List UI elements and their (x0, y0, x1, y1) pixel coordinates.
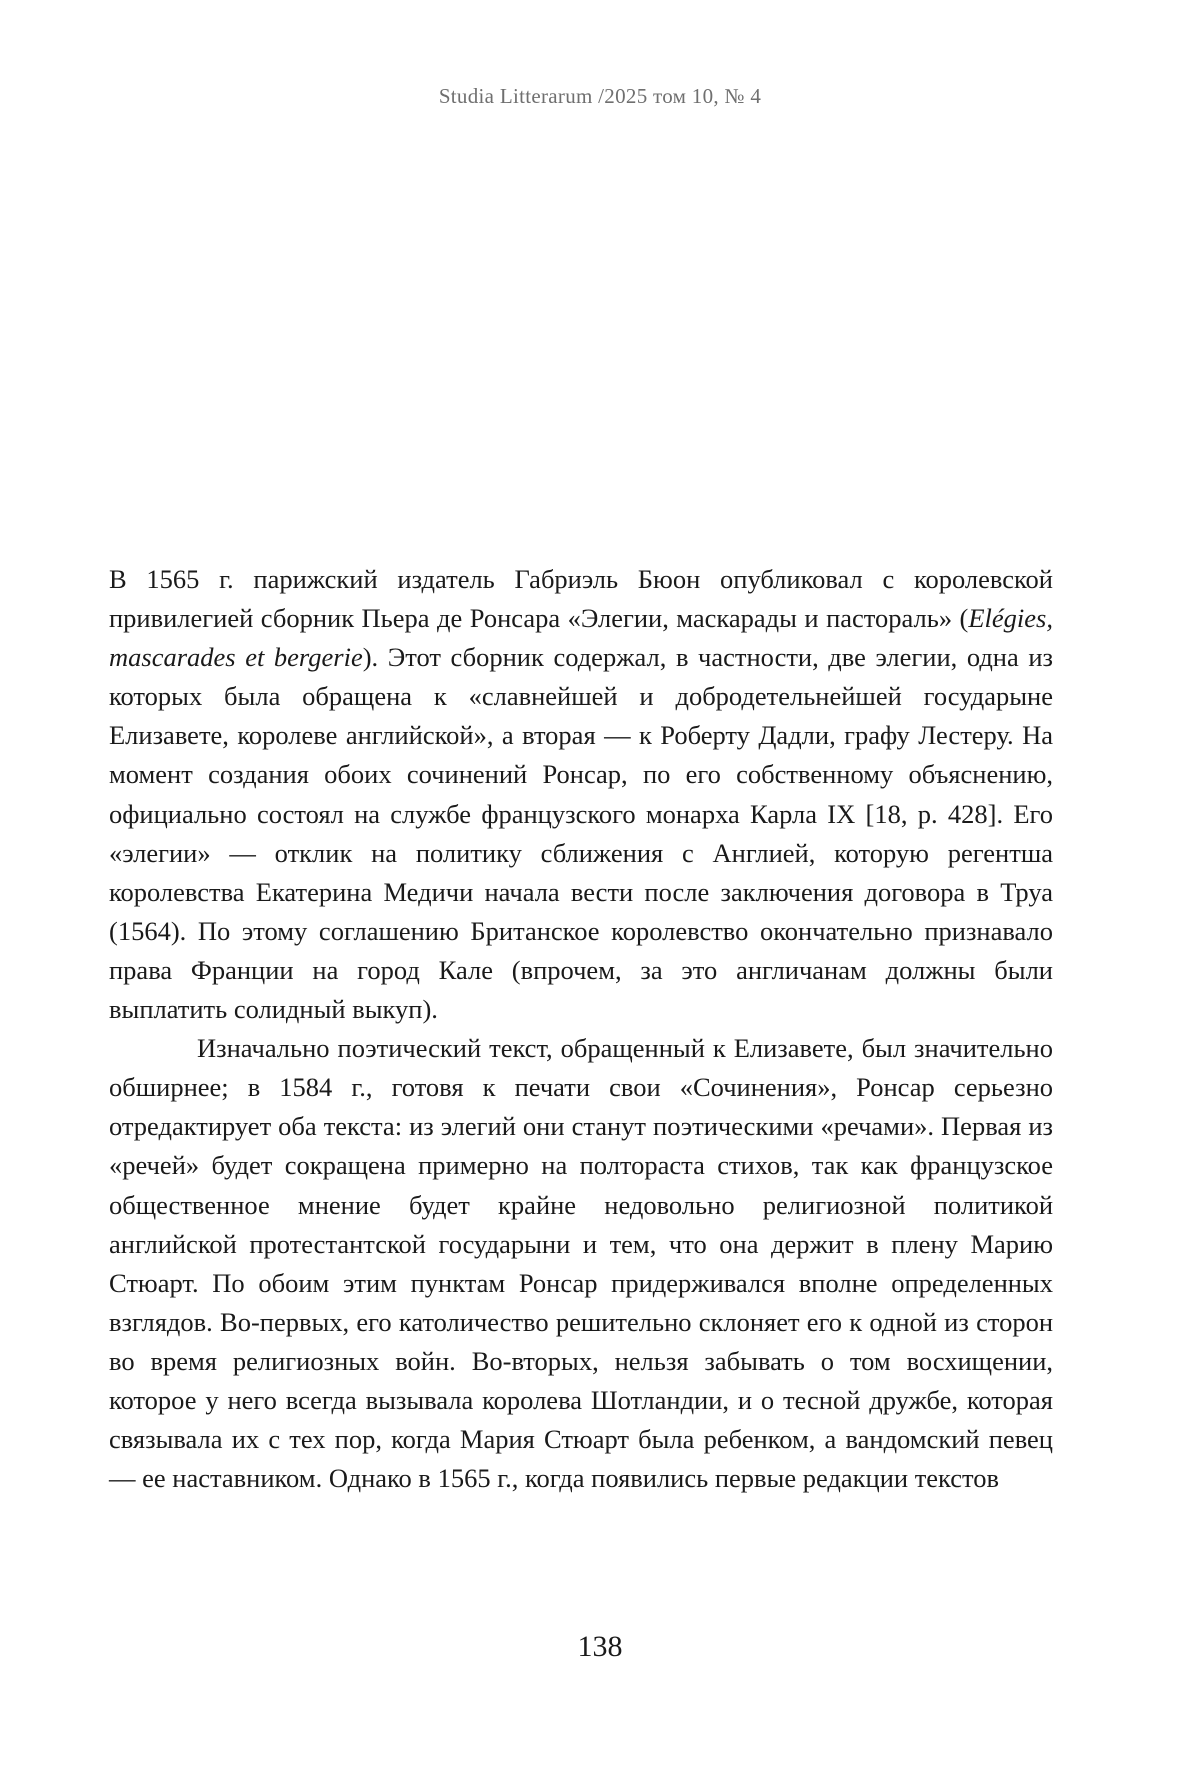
paragraph-1 (109, 560, 1053, 1029)
page-number: 138 (577, 1630, 623, 1663)
article-body (109, 560, 1053, 1498)
running-header: Studia Litterarum /2025 том 10, № 4 (438, 84, 762, 108)
french-title-italic: Elégies, mascarades et bergerie (109, 603, 1053, 673)
paragraph-2: Изначально поэтический текст, обращенный к Елизавете, был значительно обширнее; в 1584 г., готовя к печати свои «Сочинения», Ронсар серьезно отредактирует оба текста: из элегий они станут поэтическими «речами». Первая из «речей» будет сокращена примерно на полтораста стихов, так как французское общественное мнение будет крайне недовольно религиозной политикой английской протестантской государыни и тем, что она держит в плену Марию Стюарт. По обоим этим пунктам Ронсар придерживался вполне определенных взглядов. Во-первых, его католичество решительно склоняет его к одной из сторон во время религиозных войн. Во-вторых, нельзя забывать о том восхищении, которое у него всегда вызывала королева Шотландии, и о тесной дружбе, которая связывала их с тех пор, когда Мария Стюарт была ребенком, а вандомский певец — ее наставником. Однако в 1565 г., когда появились первые редакции текстов (109, 1033, 1053, 1494)
paragraph-1-text-end: ). Этот сборник содержал, в частности, две элегии, одна из которых была обращена к «славнейшей и добродетельнейшей государыне Елизавете, королеве английской», а вторая — к Роберту Дадли, графу Лестеру. На момент создания обоих сочинений Ронсар, по его собственному объяснению, официально состоял на службе французского монарха Карла IX [18, p. 428]. Его «элегии» — отклик на политику сближения с Англией, которую регентша королевства Екатерина Медичи начала вести после заключения договора в Труа (1564). По этому соглашению Британское королевство окончательно признавало права Франции на город Кале (впрочем, за это англичанам должны были выплатить солидный выкуп). (109, 642, 1053, 1025)
paragraph-1-text-start: В 1565 г. парижский издатель Габриэль Бюон опубликовал с королевской привилегией сборник Пьера де Ронсара «Элегии, маскарады и пастораль» ( (109, 564, 1053, 634)
